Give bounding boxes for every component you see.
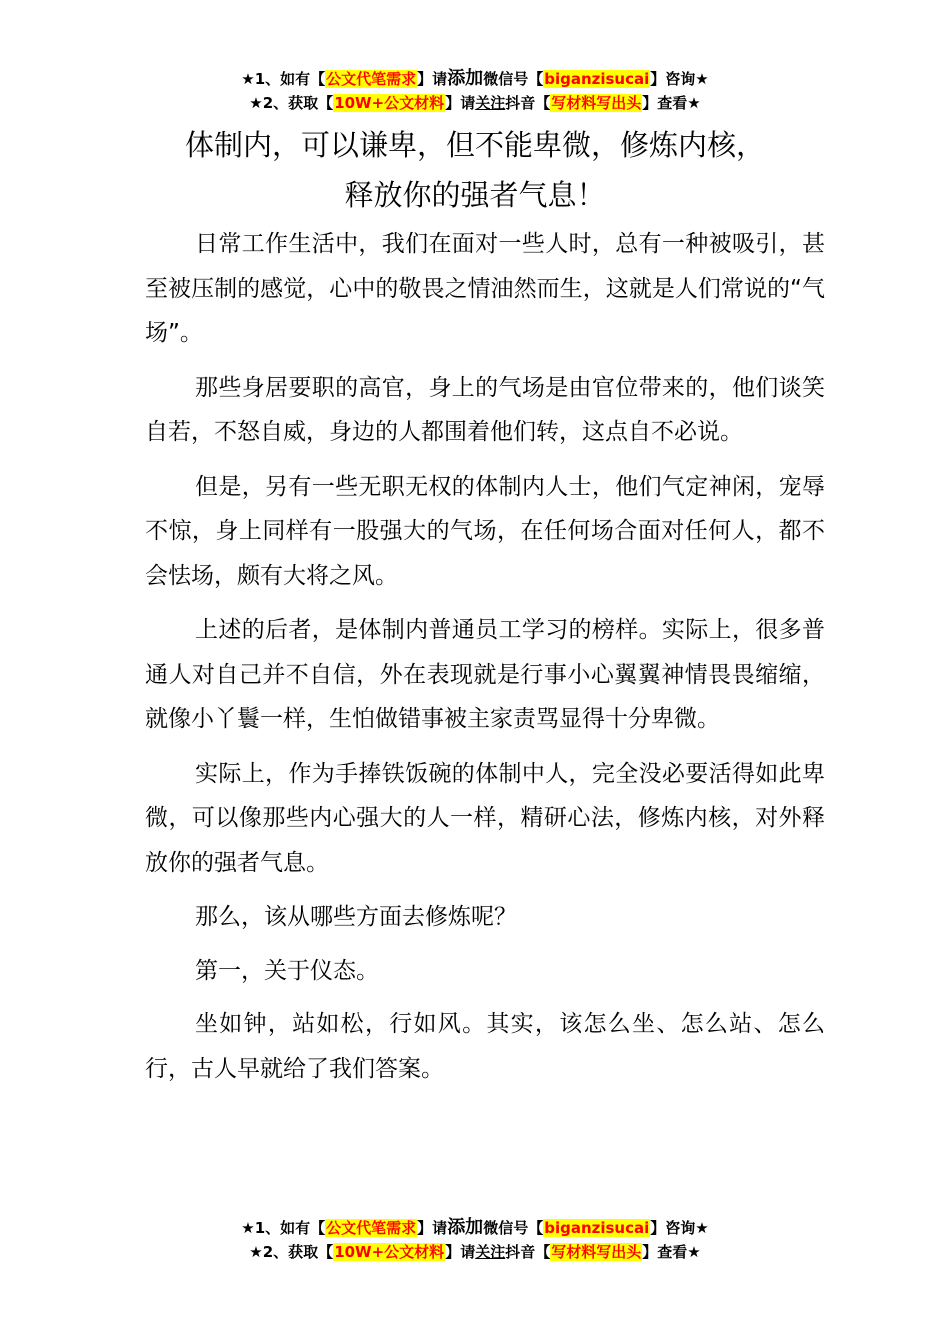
paragraph: 实际上，作为手捧铁饭碗的体制中人，完全没必要活得如此卑微，可以像那些内心强大的人一样，精研心法，修炼内核，对外释放你的强者气息。 (145, 760, 825, 876)
banner-text: 】请 (417, 70, 448, 88)
title-line-1: 体制内，可以谦卑，但不能卑微，修炼内核， (184, 128, 765, 162)
banner-text: 】查看★ (642, 1243, 701, 1261)
paragraph: 但是，另有一些无职无权的体制内人士，他们气定神闲，宠辱不惊，身上同样有一股强大的气场，在任何场合面对任何人，都不会怯场，颇有大将之风。 (145, 473, 825, 589)
banner-text: 抖音【 (505, 1243, 551, 1261)
article-body (145, 222, 825, 1101)
highlight-service: 公文代笔需求 (326, 1219, 417, 1237)
highlight-materials: 10W+公文材料 (334, 1243, 445, 1261)
banner-text: 】咨询★ (650, 1219, 709, 1237)
paragraph: 坐如钟，站如松，行如风。其实，该怎么坐、怎么站、怎么行，古人早就给了我们答案。 (145, 1011, 825, 1082)
banner-text: ★1、如有【 (241, 1219, 326, 1237)
highlight-douyin: 写材料写出头 (551, 94, 642, 112)
banner-text: 微信号【 (483, 70, 544, 88)
header-banner (0, 67, 950, 115)
banner-text: ★1、如有【 (241, 70, 326, 88)
banner-text: 】请 (445, 1243, 476, 1261)
banner-line-2 (0, 91, 950, 115)
highlight-wechat-id: biganzisucai (544, 1219, 650, 1237)
banner-text: 】请 (417, 1219, 448, 1237)
banner-text: 微信号【 (483, 1219, 544, 1237)
title-line-2: 释放你的强者气息！ (344, 178, 606, 212)
banner-line-1 (0, 67, 950, 91)
banner-emphasis: 关注 (475, 94, 506, 112)
footer-banner (0, 1216, 950, 1264)
banner-text: ★2、获取【 (249, 1243, 334, 1261)
banner-text: 抖音【 (505, 94, 551, 112)
banner-text: 】咨询★ (650, 70, 709, 88)
highlight-materials: 10W+公文材料 (334, 94, 445, 112)
paragraph: 上述的后者，是体制内普通员工学习的榜样。实际上，很多普通人对自己并不自信，外在表现就是行事小心翼翼神情畏畏缩缩，就像小丫鬟一样，生怕做错事被主家责骂显得十分卑微。 (145, 617, 825, 732)
banner-line-1 (0, 1216, 950, 1240)
section-heading: 第一，关于仪态。 (195, 957, 379, 984)
banner-text: 】查看★ (642, 94, 701, 112)
paragraph: 那么，该从哪些方面去修炼呢？ (195, 904, 517, 930)
paragraph: 日常工作生活中，我们在面对一些人时，总有一种被吸引，甚至被压制的感觉，心中的敬畏之情油然而生，这就是人们常说的“气场”。 (145, 231, 825, 346)
banner-line-2 (0, 1240, 950, 1264)
highlight-douyin: 写材料写出头 (551, 1243, 642, 1261)
banner-text: ★2、获取【 (249, 94, 334, 112)
paragraph: 那些身居要职的高官，身上的气场是由官位带来的，他们谈笑自若，不怒自威，身边的人都围着他们转，这点自不必说。 (145, 374, 825, 445)
highlight-wechat-id: biganzisucai (544, 70, 650, 88)
highlight-service: 公文代笔需求 (326, 70, 417, 88)
banner-emphasis: 添加 (447, 68, 484, 89)
banner-emphasis: 关注 (475, 1243, 506, 1261)
banner-text: 】请 (445, 94, 476, 112)
banner-emphasis: 添加 (447, 1217, 484, 1238)
page-title (0, 120, 950, 220)
